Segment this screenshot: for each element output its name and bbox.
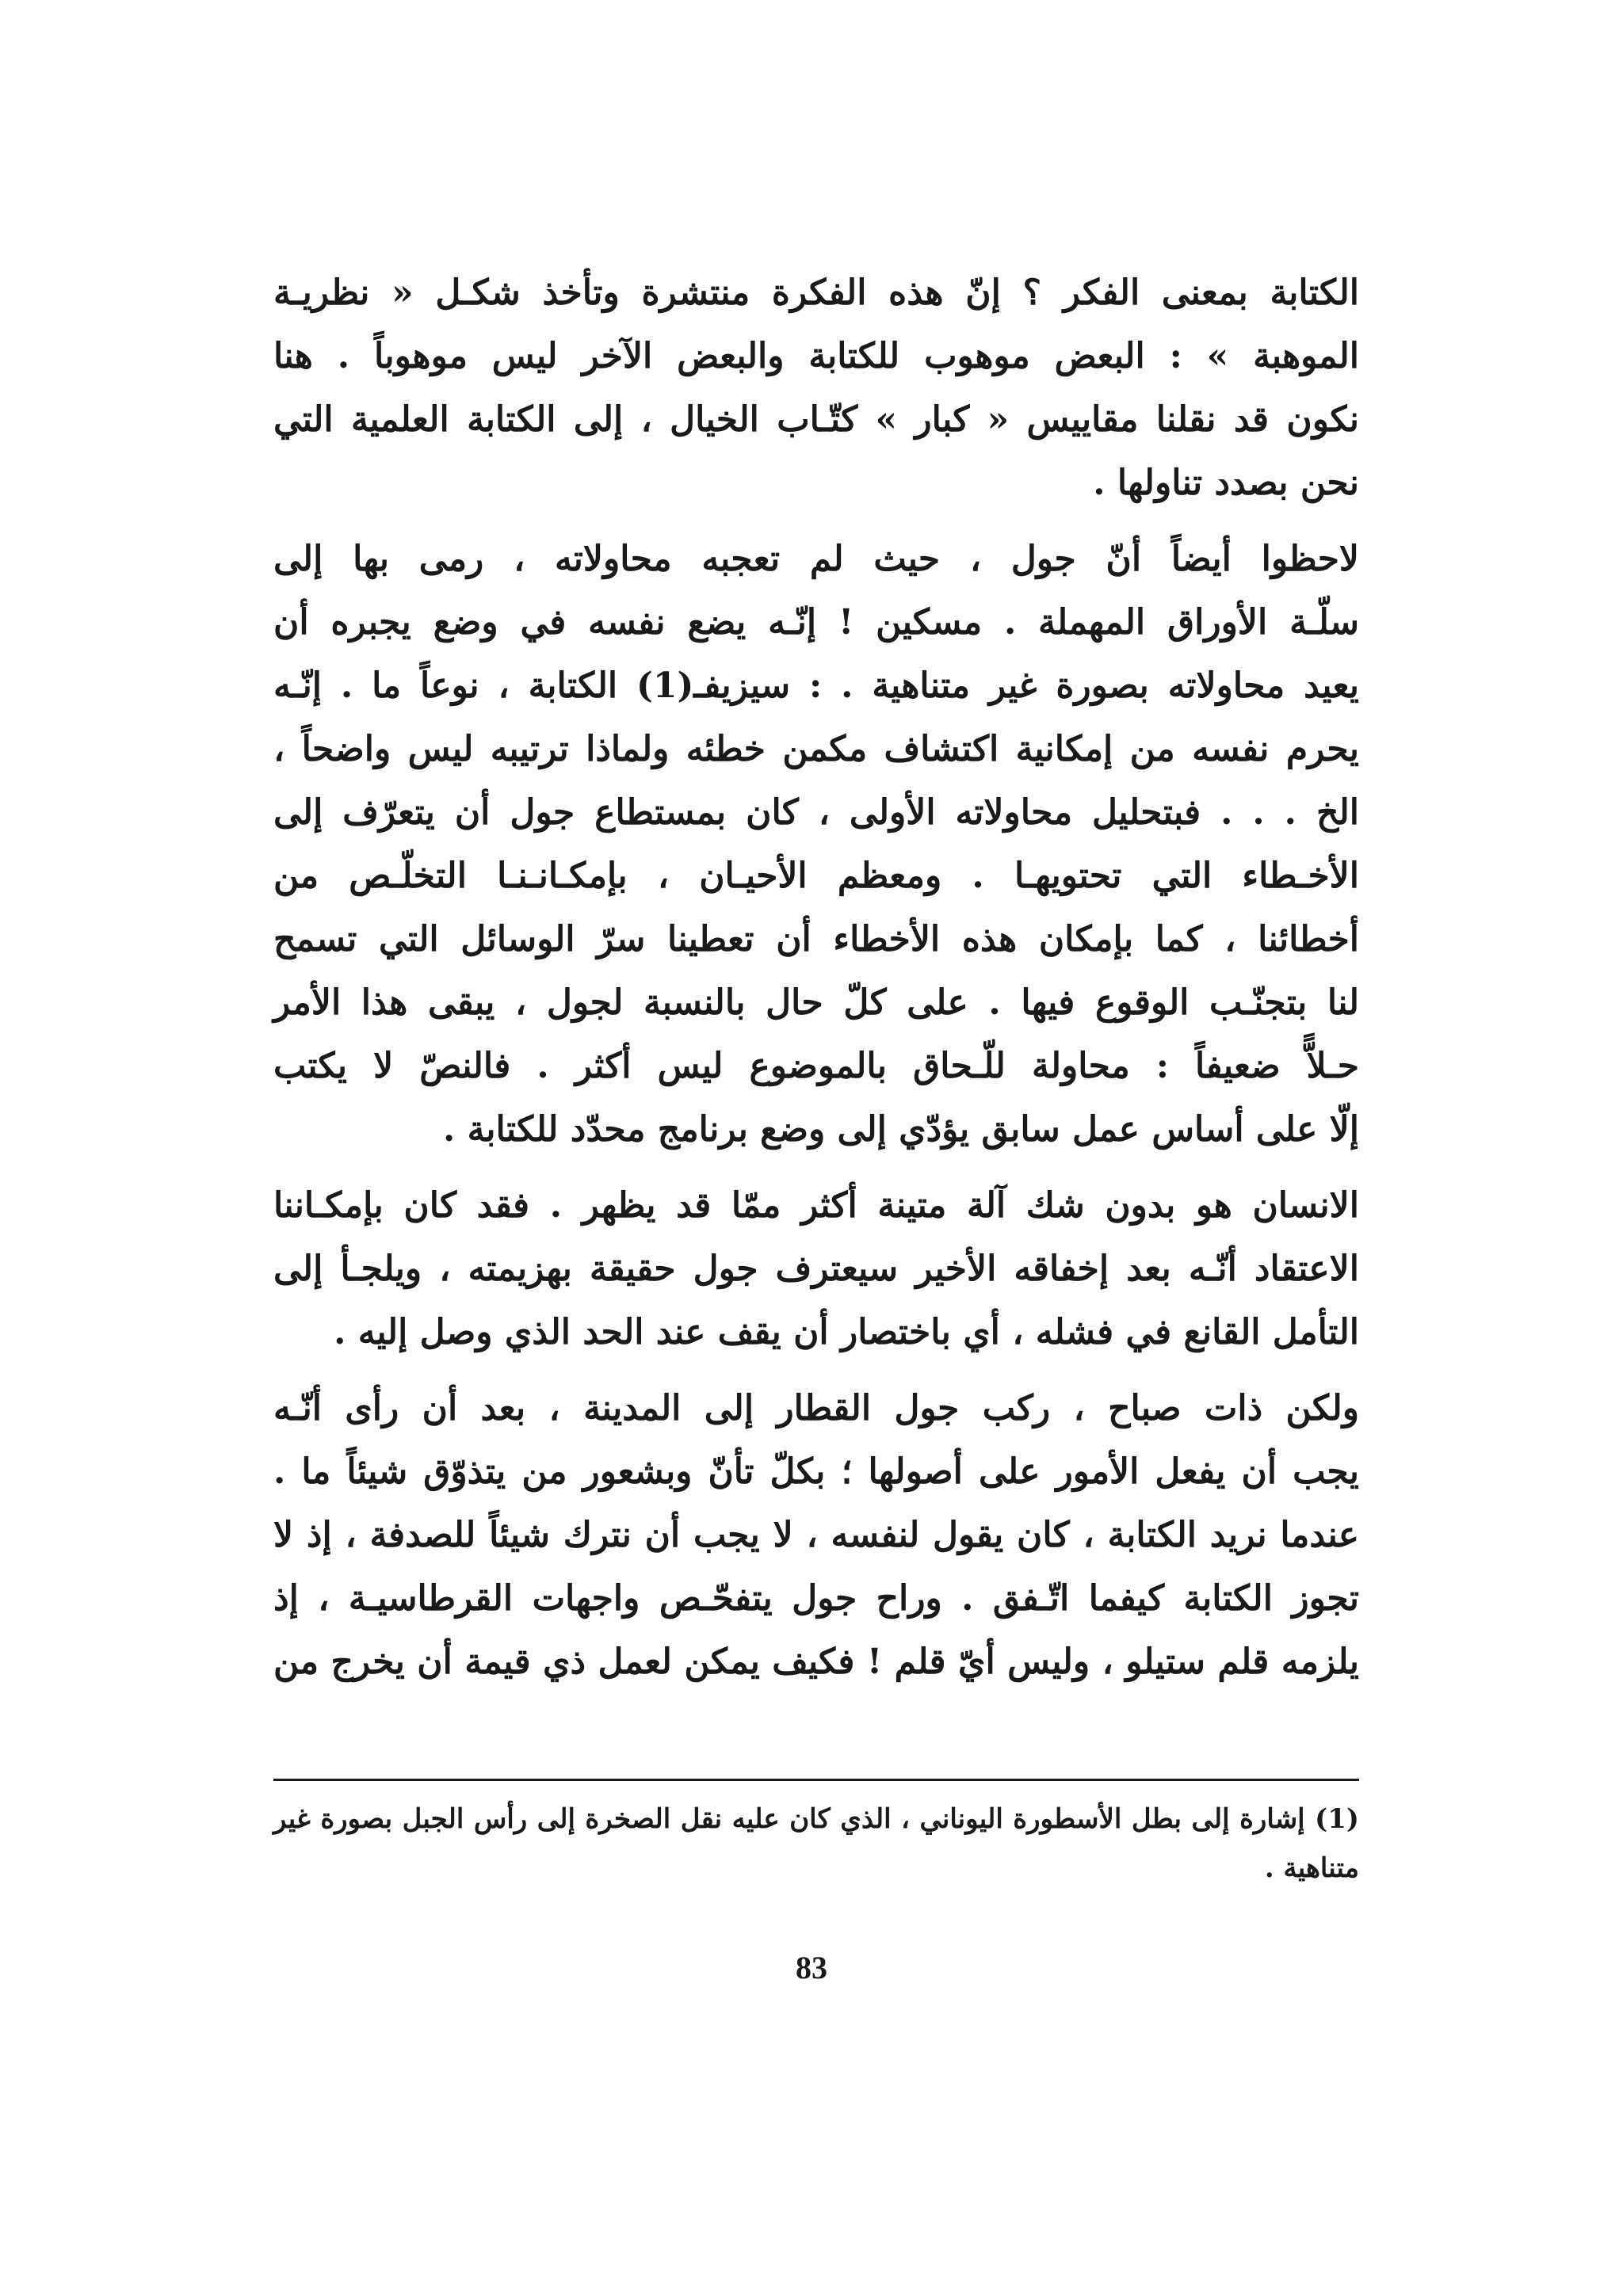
text-line: لاحظوا أيضاً أنّ جول ، حيث لم تعجبه محاولاته ، رمى بها إلى — [273, 539, 1359, 579]
text-line: تجوز الكتابة كيفما اتّـفق . وراح جول يتفحّـص واجهات القرطاسيـة ، إذ — [273, 1578, 1359, 1619]
text-line: يجب أن يفعل الأمور على أصولها ؛ بكلّ تأنّ وبشعور من يتذوّق شيئاً ما . — [273, 1451, 1359, 1492]
text-line: يحرم نفسه من إمكانية اكتشاف مكمن خطئه ولماذا ترتيبه ليس واضحاً ، — [273, 729, 1359, 769]
body-text — [273, 261, 1359, 1694]
paragraph-1 — [273, 261, 1359, 515]
text-line: إلّا على أساس عمل سابق يؤدّي إلى وضع برنامج محدّد للكتابة . — [442, 1109, 1359, 1150]
text-line: الخ . . . فبتحليل محاولاته الأولى ، كان بمستطاع جول أن يتعرّف إلى — [273, 792, 1359, 833]
text-line: نكون قد نقلنا مقاييس « كبار » كتّـاب الخيال ، إلى الكتابة العلمية التي — [273, 399, 1359, 440]
text-line: الكتابة بمعنى الفكر ؟ إنّ هذه الفكرة منتشرة وتأخذ شكـل « نظريـة — [273, 273, 1359, 313]
text-line: نحن بصدد تناولها . — [1093, 463, 1359, 503]
text-line: يعيد محاولاته بصورة غير متناهية . : سيزيفـ(1) الكتابة ، نوعاً ما . إنّـه — [273, 666, 1359, 706]
footnote — [273, 1794, 1359, 1893]
text-line: يلزمه قلم ستيلو ، وليس أيّ قلم ! فكيف يمكن لعمل ذي قيمة أن يخرج من — [273, 1642, 1359, 1682]
paragraph-4 — [273, 1377, 1359, 1694]
text-line: الموهبة » : البعض موهوب للكتابة والبعض الآخر ليس موهوباً . هنا — [273, 336, 1359, 376]
text-line: التأمل القانع في فشله ، أي باختصار أن يقف عند الحد الذي وصل إليه . — [334, 1312, 1359, 1352]
text-line: سلّـة الأوراق المهملة . مسكين ! إنّـه يضع نفسه في وضع يجبره أن — [273, 602, 1359, 643]
footnote-separator — [273, 1779, 1359, 1781]
text-line: الانسان هو بدون شك آلة متينة أكثر ممّا قد يظهر . فقد كان بإمكـاننا — [273, 1185, 1359, 1226]
text-line: عندما نريد الكتابة ، كان يقول لنفسه ، لا يجب أن نترك شيئاً للصدفة ، إذ لا — [273, 1515, 1359, 1555]
paragraph-3 — [273, 1174, 1359, 1364]
text-line: الأخـطاء التي تحتويهـا . ومعظم الأحيـان ، بإمكـانـنـا التخلّـص من — [273, 856, 1359, 896]
paragraph-2 — [273, 528, 1359, 1161]
footnote-line: (1) إشارة إلى بطل الأسطورة اليوناني ، الذي كان عليه نقل الصخرة إلى رأس الجبل بصورة غير — [273, 1803, 1359, 1835]
page-number: 83 — [796, 1950, 827, 1985]
text-line: الاعتقاد أنّـه بعد إخفاقه الأخير سيعترف جول حقيقة بهزيمته ، ويلجـأ إلى — [273, 1249, 1359, 1289]
footnote-line: متناهية . — [1264, 1852, 1359, 1884]
text-line: أخطائنا ، كما بإمكان هذه الأخطاء أن تعطينا سرّ الوسائل التي تسمح — [273, 919, 1359, 959]
text-line: حـلاًّ ضعيفاً : محاولة للّـحاق بالموضوع ليس أكثر . فالنصّ لا يكتب — [273, 1046, 1359, 1086]
text-line: لنا بتجنّـب الوقوع فيها . على كلّ حال بالنسبة لجول ، يبقى هذا الأمر — [273, 982, 1359, 1023]
text-line: ولكن ذات صباح ، ركب جول القطار إلى المدينة ، بعد أن رأى أنّـه — [273, 1388, 1359, 1428]
